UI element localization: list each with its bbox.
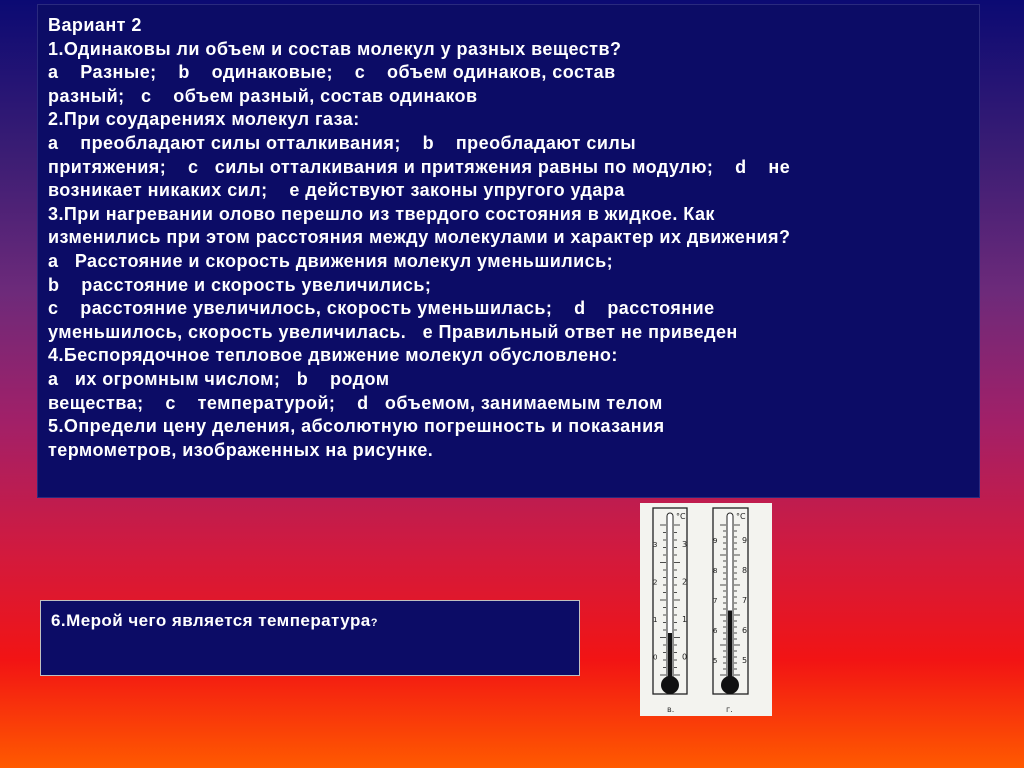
questions-panel [37,4,980,498]
question-1-answers [48,61,969,85]
variant-title: Вариант 2 [48,15,142,35]
scale-label: 2 [682,577,688,587]
question-5: 5.Определи цену деления, абсолютную погрешность и показания [48,416,665,437]
scale-label: 3 [653,540,658,549]
question-2-answers-end: возникает никаких сил; е действуют законы упругого удара [48,180,625,201]
question-3-answer-c: с расстояние увеличилось, скорость уменьшилась; d расстояние [48,298,715,319]
scale-label: 7 [742,596,748,605]
question-2: 2.При соударениях молекул газа: [48,109,360,130]
question-6 [51,609,569,636]
thermometer-right-caption: г. [726,705,733,714]
question-3-answer-b: b расстояние и скорость увеличились; [48,274,432,295]
scale-label: 1 [653,615,658,624]
thermometer-right-unit: °C [736,512,746,521]
question-4: 4.Беспорядочное тепловое движение молекул обусловлено: [48,345,618,366]
question-2-answers: а преобладают силы отталкивания; b преобладают силы [48,132,637,153]
question-6-mark: ? [370,617,378,629]
question-1-answers-cont: разный; с объем разный, состав одинаков [48,85,478,106]
scale-label: 0 [653,653,658,662]
scale-label: 8 [713,567,718,575]
thermometer-left-bulb [661,676,679,694]
question-3-answer-end: уменьшилось, скорость увеличилась. е Правильный ответ не приведен [48,321,738,342]
scale-label: 7 [713,597,718,605]
scale-label: 9 [742,536,748,545]
scale-label: 8 [742,566,748,575]
thermometer-left-caption: в. [667,705,675,714]
question-3: 3.При нагревании олово перешло из твердого состояния в жидкое. Как [48,203,715,224]
scale-label: 6 [713,627,718,635]
question-3-answer-a: а Расстояние и скорость движения молекул уменьшились; [48,250,614,271]
thermometer-left-column [668,633,672,677]
scale-label: 5 [713,657,718,665]
thermometer-left [653,508,687,714]
thermometer-right [713,508,748,714]
thermometer-left-unit: °C [676,512,686,521]
question-4-answers-cont: вещества; с температурой; d объемом, занимаемым телом [48,392,663,413]
question-6-text: 6.Мерой чего является температура [51,611,371,630]
question-1: 1.Одинаковы ли объем и состав молекул у разных веществ? [48,38,622,59]
scale-label: 6 [742,626,748,635]
question-4-answers: а их огромным числом; b родом [48,368,390,389]
scale-label: 3 [682,539,688,549]
question-2-answers-cont: притяжения; с силы отталкивания и притяжения равны по модулю; d не [48,156,791,177]
scale-label: 9 [713,537,718,545]
question-5-cont: термометров, изображенных на рисунке. [48,439,434,460]
scale-label: 5 [742,656,748,665]
thermometers-drawing [640,503,772,716]
question-3-cont: изменились при этом расстояния между молекулами и характер их движения? [48,227,791,248]
answer-text: а Разные; b одинаковые; с объем одинаков, состав [48,62,616,83]
question-6-panel [40,600,580,676]
scale-label: 1 [682,614,688,624]
thermometers-figure [640,503,772,716]
scale-label: 0 [682,652,688,662]
thermometer-right-bulb [721,676,739,694]
scale-label: 2 [653,578,658,587]
thermometer-right-column [728,611,732,678]
